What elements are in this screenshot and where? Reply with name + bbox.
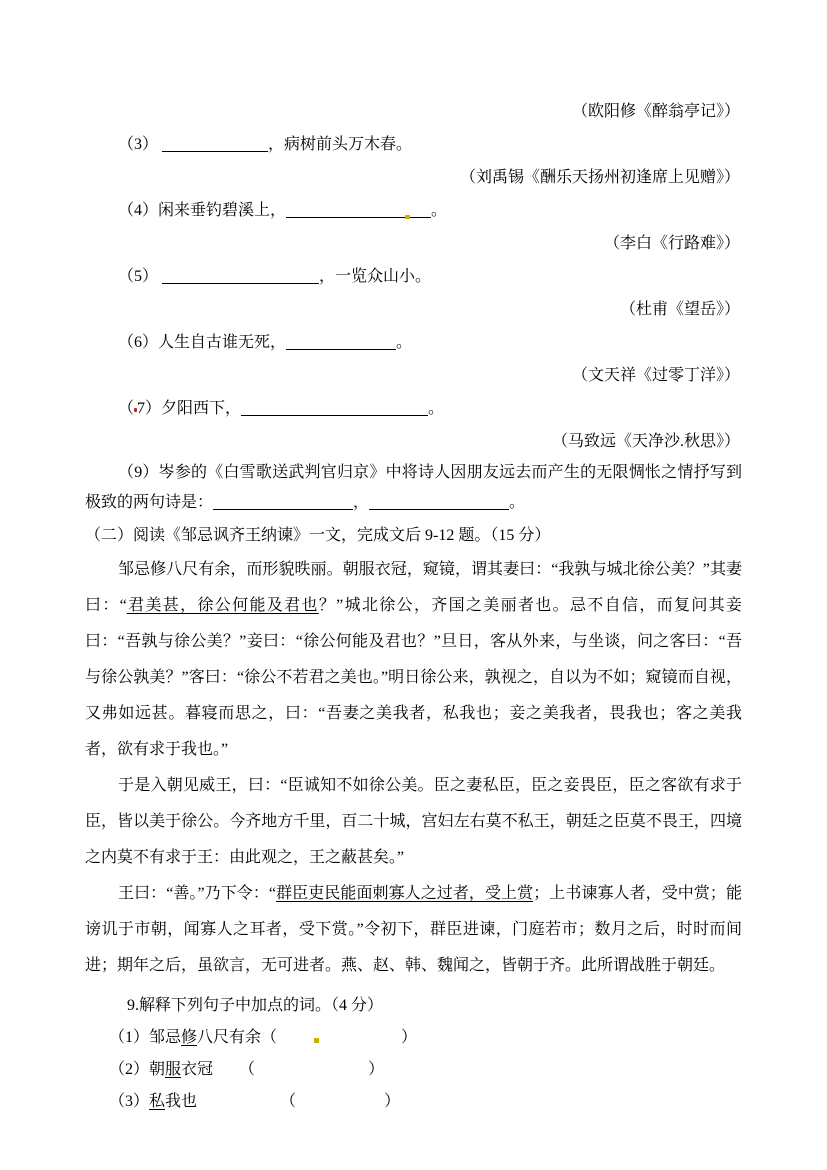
text-run: （ [118, 400, 135, 417]
fill-item-5 [85, 260, 742, 293]
answer-blank [241, 401, 428, 416]
underlined-phrase: 君美甚，徐公何能及君也 [126, 597, 319, 614]
citation-liuyuxi [85, 161, 742, 194]
text-run: （马致远《天净沙.秋思》） [551, 433, 740, 450]
text-run: 衣冠 [181, 1061, 214, 1078]
text-run: ，病树前头万木春。 [268, 136, 413, 153]
text-run: （6）人生自古谁无死， [118, 334, 287, 351]
underlined-phrase: 群臣吏民能面刺寡人之过者，受上赏 [276, 885, 534, 902]
text-run: （ [239, 1061, 256, 1078]
spacer-gap [277, 1031, 401, 1045]
answer-blank [162, 269, 319, 284]
stray-mark [405, 215, 410, 219]
text-run: ；上书谏寡人者，受中赏；能谤讥于市朝，闻寡人之耳者，受下赏。”令初下，群臣进谏，门庭若市；数月之后，时时而间进；期年之后，虽欲言，无可进者。燕、赵、韩、魏闻之，皆朝于齐。此所谓战胜于朝廷。 [85, 885, 742, 974]
passage-paragraph-2 [85, 768, 742, 876]
underlined-phrase: 私 [149, 1093, 166, 1110]
text-run: 邹忌修八尺有余，而形貌昳丽。朝服衣冠，窥镜，谓其妻曰：“我孰与城北徐公美？”其妻曰：“ [85, 561, 742, 614]
text-run: （李白《行路难》） [603, 235, 740, 252]
spacer-gap [197, 1095, 280, 1109]
text-run: ， [353, 494, 370, 511]
text-run: （ [280, 1093, 297, 1110]
answer-blank [213, 495, 353, 510]
citation-mazhiyuan [85, 425, 742, 458]
text-run: （5） [118, 268, 163, 285]
question-9-stem [85, 990, 742, 1022]
text-run: （3） [118, 136, 163, 153]
text-run: （刘禹锡《酬乐天扬州初逢席上见赠》） [459, 169, 740, 186]
fill-item-6 [85, 326, 742, 359]
text-run: 。 [431, 202, 448, 219]
text-run: 。 [396, 334, 413, 351]
answer-blank [369, 495, 509, 510]
text-run: 王曰：“善。”乃下令：“ [118, 885, 277, 902]
spacer-gap [296, 1095, 384, 1109]
text-run: ？”城北徐公，齐国之美丽者也。忌不自信，而复问其妾曰：“吾孰与徐公美？”妾曰：“徐公何能及君也？”旦日，客从外来，与坐谈，问之客曰：“吾与徐公孰美？”客曰：“徐公不若君之美也。”明日徐公来，孰视之，自以为不如；窥镜而自视，又弗如远甚。暮寝而思之，曰：“吾妻之美我者，私我也；妾之美我者，畏我也；客之美我者，欲有求于我也。” [85, 597, 742, 758]
text-run: （欧阳修《醉翁亭记》） [571, 103, 740, 120]
section-2-header [85, 520, 742, 552]
text-run: ） [384, 1093, 401, 1110]
text-run: （2）朝 [109, 1061, 166, 1078]
text-run: 。 [509, 494, 526, 511]
text-run: 于是入朝见威王，曰：“臣诚知不如徐公美。臣之妻私臣，臣之妾畏臣，臣之客欲有求于臣，皆以美于徐公。今齐地方千里，百二十城，宫妇左右莫不私王，朝廷之臣莫不畏王，四境之内莫不有求于王：由此观之，王之蔽甚矣。” [85, 777, 742, 866]
fill-item-4 [85, 194, 742, 227]
citation-libai [85, 227, 742, 260]
text-run: （1）邹忌 [109, 1029, 182, 1046]
text-run: （3） [109, 1093, 150, 1110]
text-run: 。 [428, 400, 445, 417]
answer-blank [162, 137, 268, 152]
text-run: ） [368, 1061, 385, 1078]
citation-dufu [85, 293, 742, 326]
text-run: ，一览众山小。 [319, 268, 432, 285]
text-run: （文天祥《过零丁洋》） [571, 367, 740, 384]
stray-mark [314, 1038, 319, 1043]
fill-item-9-recitation [85, 458, 742, 518]
citation-zuiwengtingji [85, 95, 742, 128]
sub-question-2 [85, 1054, 742, 1086]
passage-paragraph-1 [85, 552, 742, 768]
answer-blank [286, 203, 431, 218]
spacer-gap [255, 1063, 368, 1077]
document-content [85, 95, 742, 1118]
text-run: （9）岑参的《白雪歌送武判官归京》中将诗人因朋友远去而产生的无限惆怅之情抒写到极致的两句诗是： [85, 464, 742, 511]
text-run: （杜甫《望岳》） [619, 301, 740, 318]
text-run: ） [401, 1029, 418, 1046]
citation-wentianxiang [85, 359, 742, 392]
spacer-gap [213, 1063, 239, 1077]
passage-paragraph-3 [85, 876, 742, 984]
text-run: 9.解释下列句子中加点的词。（4 分） [127, 997, 384, 1014]
text-run: 7）夕阳西下， [137, 400, 242, 417]
text-run: 八尺有余（ [197, 1029, 278, 1046]
sub-question-1 [85, 1022, 742, 1054]
underlined-phrase: 修 [181, 1029, 198, 1046]
text-run: 我也 [165, 1093, 198, 1110]
answer-blank [286, 335, 396, 350]
sub-question-3 [85, 1086, 742, 1118]
fill-item-3 [85, 128, 742, 161]
fill-item-7 [85, 392, 742, 425]
text-run: （4）闲来垂钓碧溪上， [118, 202, 287, 219]
underlined-phrase: 服 [165, 1061, 182, 1078]
text-run: （二）阅读《邹忌讽齐王纳谏》一文，完成文后 9-12 题。（15 分） [85, 527, 551, 544]
